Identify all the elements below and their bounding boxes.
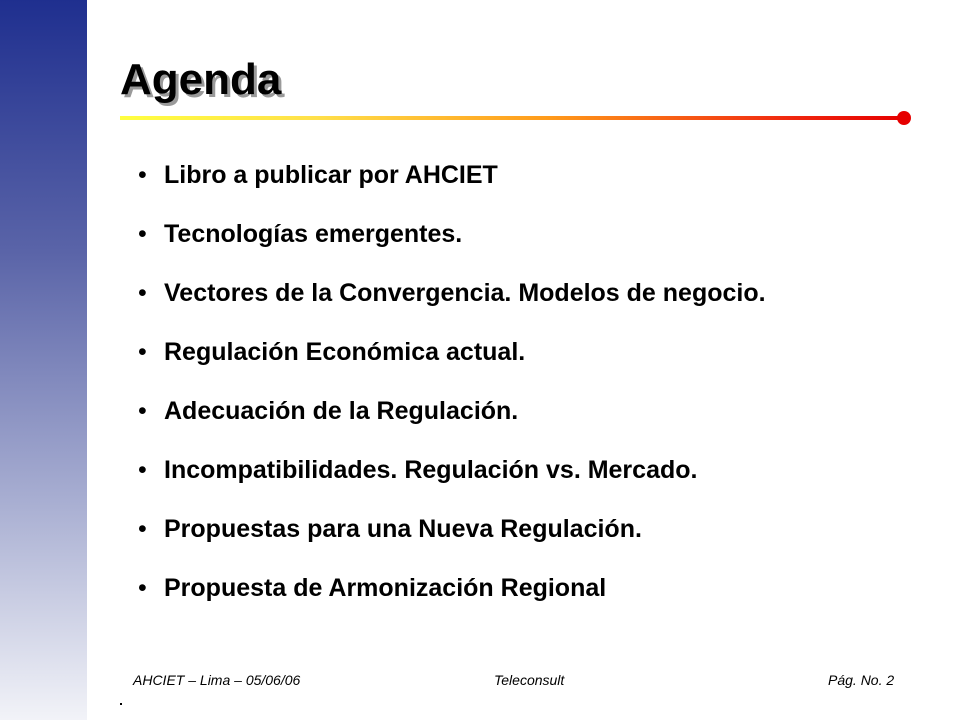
footer-page-number: Pág. No. 2 (828, 672, 895, 688)
title-underline-rule (120, 116, 902, 120)
agenda-item: • Libro a publicar por AHCIET (138, 158, 898, 192)
tiny-dot-mark (120, 703, 122, 705)
agenda-list (138, 158, 898, 630)
agenda-item: • Propuestas para una Nueva Regulación. (138, 512, 898, 546)
agenda-item: • Tecnologías emergentes. (138, 217, 898, 251)
footer-event-date: AHCIET – Lima – 05/06/06 (133, 672, 301, 688)
agenda-item: • Incompatibilidades. Regulación vs. Mercado. (138, 453, 898, 487)
slide-title: Agenda (120, 55, 282, 104)
agenda-item: • Adecuación de la Regulación. (138, 394, 898, 428)
agenda-item: • Propuesta de Armonización Regional (138, 571, 898, 605)
agenda-item: • Regulación Económica actual. (138, 335, 898, 369)
agenda-item: • Vectores de la Convergencia. Modelos de negocio. (138, 276, 898, 310)
footer-company: Teleconsult (494, 672, 565, 688)
title-rule-end-dot (897, 111, 911, 125)
side-gradient-band (0, 0, 87, 720)
